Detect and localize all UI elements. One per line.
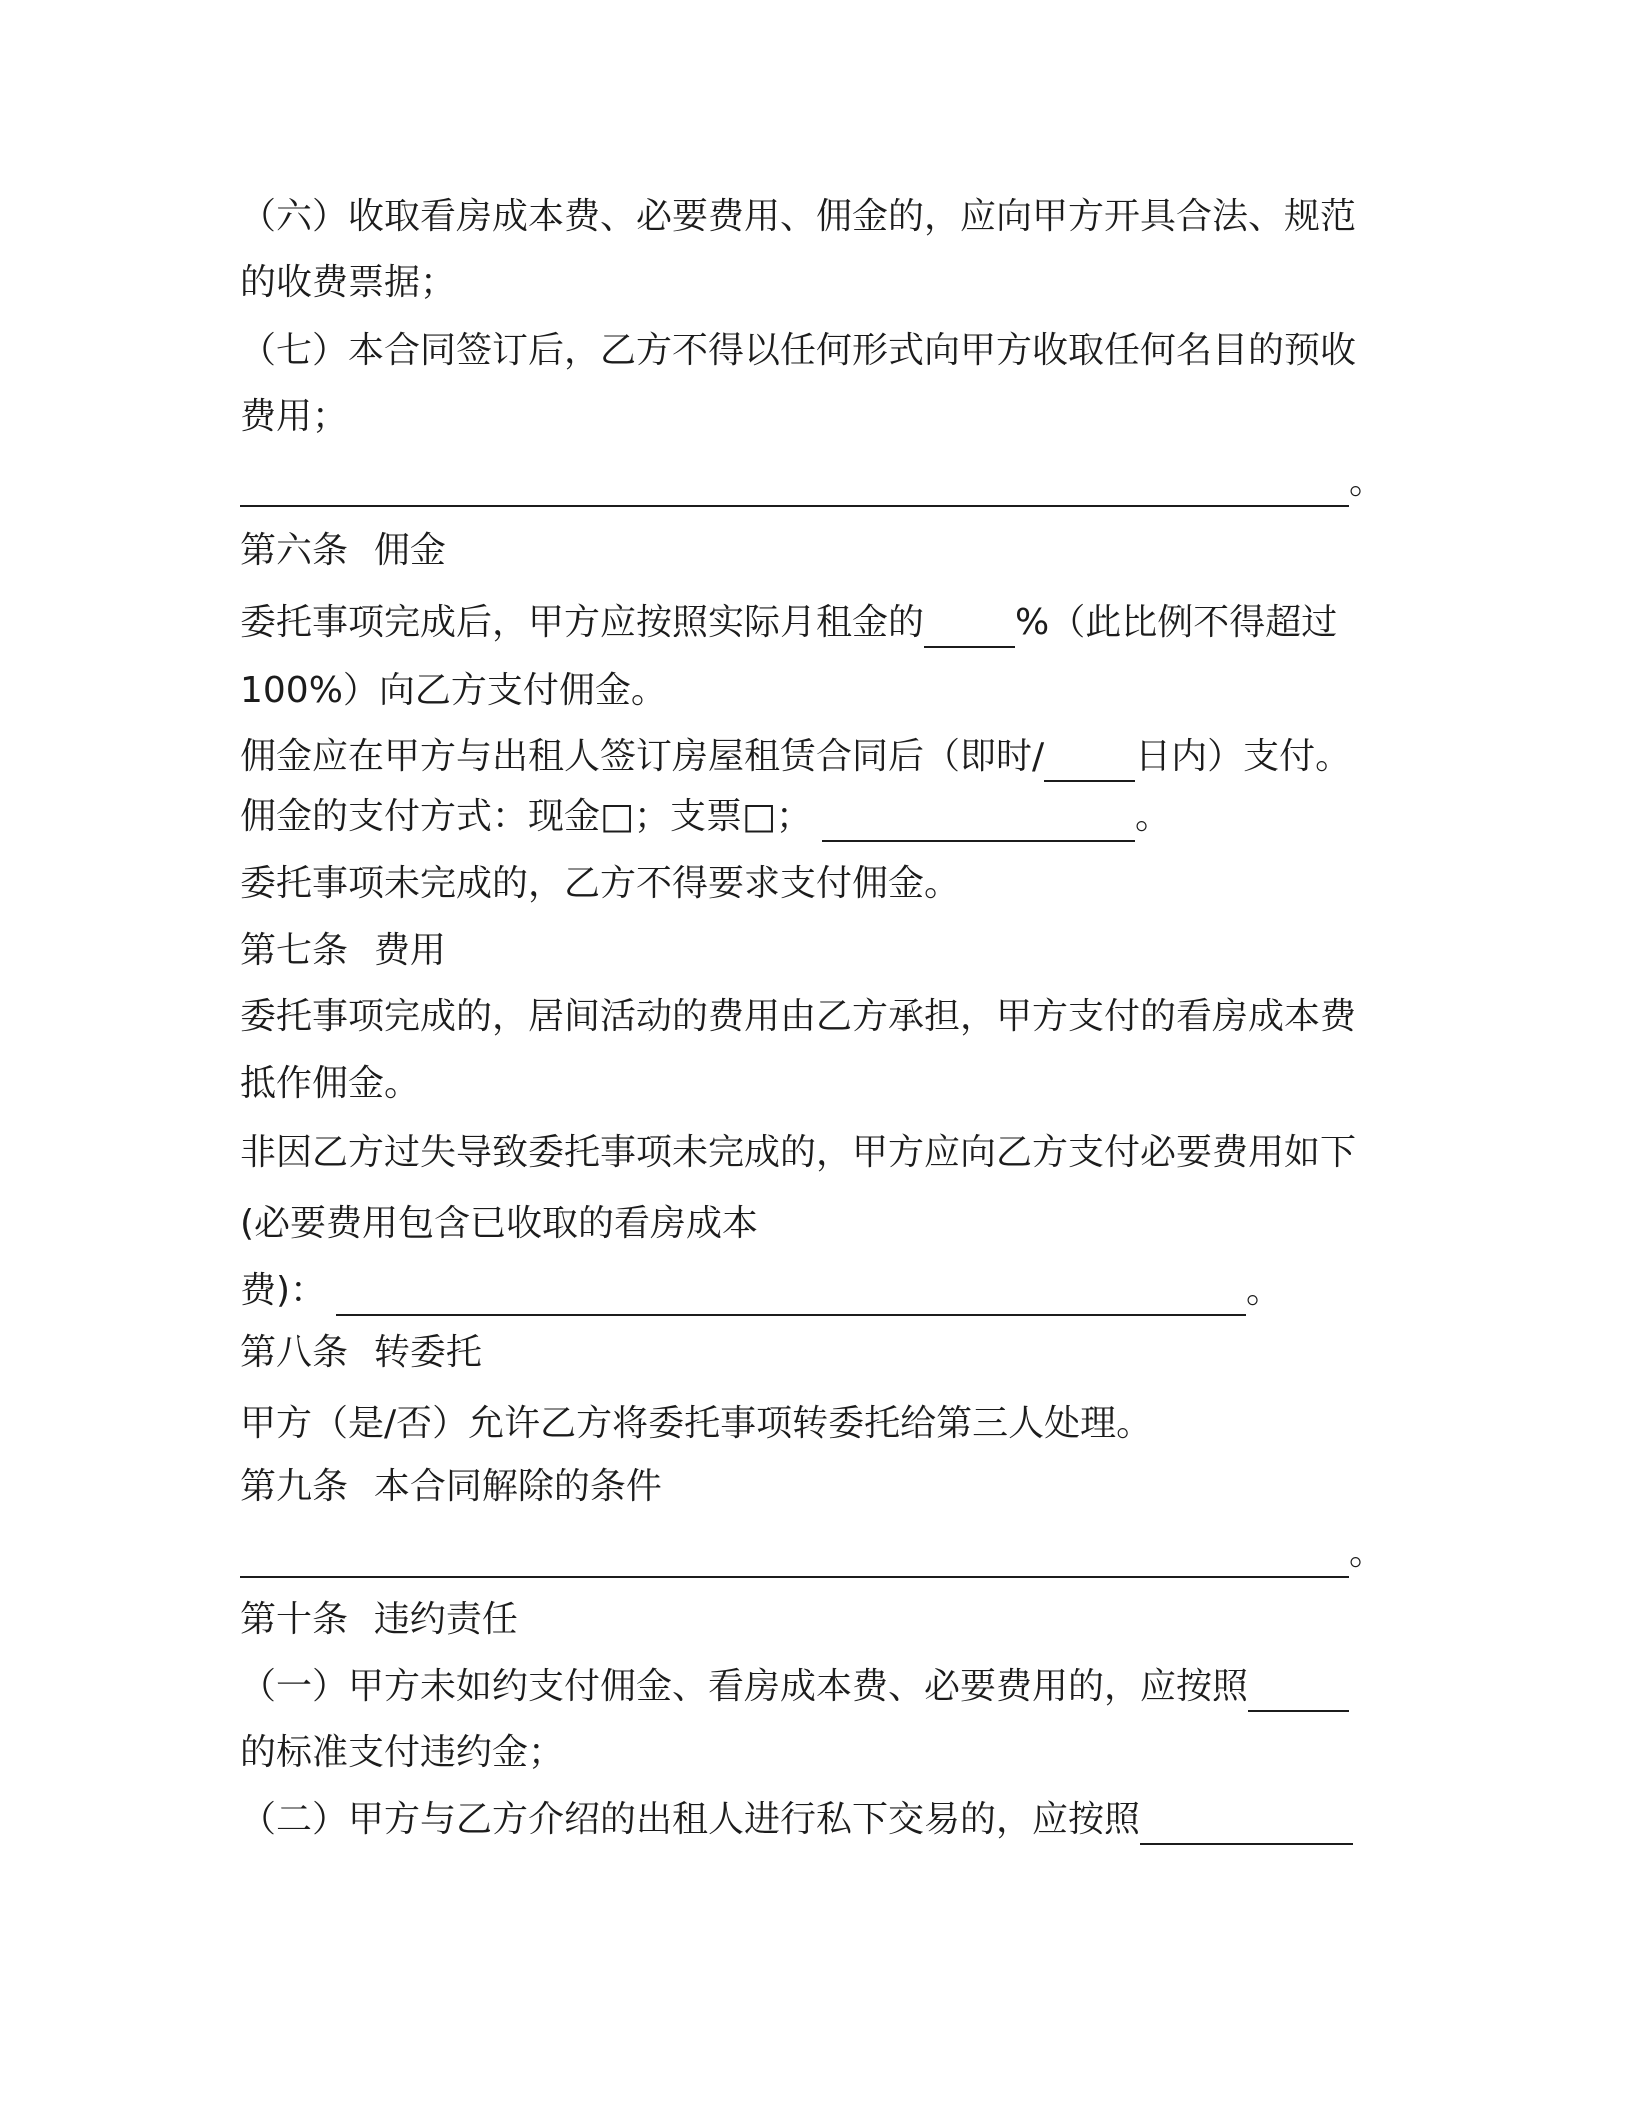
- item-7-line-2: 费用；: [240, 396, 349, 437]
- article-6-rate-line-2: 100%）向乙方支付佣金。: [240, 670, 667, 711]
- sentence-end-mark: 。: [1135, 796, 1172, 837]
- expense-blank: [336, 1314, 1246, 1316]
- item-1-text: （一）甲方未如约支付佣金、看房成本费、必要费用的，应按照: [240, 1666, 1249, 1707]
- article-10-heading: 第十条 违约责任: [240, 1599, 518, 1640]
- item-7-line-1: （七）本合同签订后，乙方不得以任何形式向甲方收取任何名目的预收: [240, 330, 1357, 371]
- timing-days-blank: [1044, 780, 1135, 782]
- termination-conditions-blank: [240, 1576, 1349, 1578]
- sentence-end-mark: 。: [1246, 1270, 1283, 1311]
- item-6-line-2: 的收费票据；: [240, 262, 457, 303]
- article-8-body: 甲方（是/否）允许乙方将委托事项转委托给第三人处理。: [240, 1403, 1153, 1444]
- timing-text-after: 日内）支付。: [1135, 736, 1352, 777]
- article-6-rate-line: [240, 601, 1337, 645]
- sentence-end-mark: 。: [1349, 1532, 1386, 1573]
- article-10-item-1-line-1: [240, 1665, 1349, 1709]
- private-deal-penalty-blank: [1140, 1843, 1353, 1845]
- article-6-method-line: [240, 795, 1171, 839]
- section-5-blank-line: [240, 460, 1385, 504]
- penalty-standard-blank: [1248, 1710, 1349, 1712]
- article-9-heading: 第九条 本合同解除的条件: [240, 1466, 662, 1507]
- article-7-incomplete-line-3: [240, 1269, 1282, 1313]
- article-7-completed-line-1: 委托事项完成的，居间活动的费用由乙方承担，甲方支付的看房成本费: [240, 996, 1357, 1037]
- article-6-heading: 第六条 佣金: [240, 530, 446, 571]
- fill-in-blank: [240, 505, 1349, 507]
- article-8-heading: 第八条 转委托: [240, 1332, 482, 1373]
- article-7-incomplete-line-2: (必要费用包含已收取的看房成本: [240, 1203, 759, 1244]
- item-2-text: （二）甲方与乙方介绍的出租人进行私下交易的，应按照: [240, 1799, 1141, 1840]
- payment-method-blank: [822, 840, 1135, 842]
- method-text-before: 佣金的支付方式：现金□；支票□；: [240, 796, 813, 837]
- rate-text-after: %（此比例不得超过: [1015, 602, 1338, 643]
- expense-text-before: 费)：: [240, 1270, 327, 1311]
- article-6-timing-line: [240, 735, 1351, 779]
- article-7-completed-line-2: 抵作佣金。: [240, 1063, 421, 1104]
- article-9-blank-line: [240, 1531, 1385, 1575]
- article-6-not-completed: 委托事项未完成的，乙方不得要求支付佣金。: [240, 863, 961, 904]
- timing-text-before: 佣金应在甲方与出租人签订房屋租赁合同后（即时/: [240, 736, 1045, 777]
- rate-percent-blank: [924, 646, 1015, 648]
- rate-text-before: 委托事项完成后，甲方应按照实际月租金的: [240, 602, 925, 643]
- article-10-item-1-line-2: 的标准支付违约金；: [240, 1732, 565, 1773]
- article-7-incomplete-line-1: 非因乙方过失导致委托事项未完成的，甲方应向乙方支付必要费用如下: [240, 1132, 1357, 1173]
- article-10-item-2-line-1: [240, 1798, 1353, 1842]
- article-7-heading: 第七条 费用: [240, 930, 446, 971]
- sentence-end-mark: 。: [1349, 461, 1386, 502]
- item-6-line-1: （六）收取看房成本费、必要费用、佣金的，应向甲方开具合法、规范: [240, 196, 1357, 237]
